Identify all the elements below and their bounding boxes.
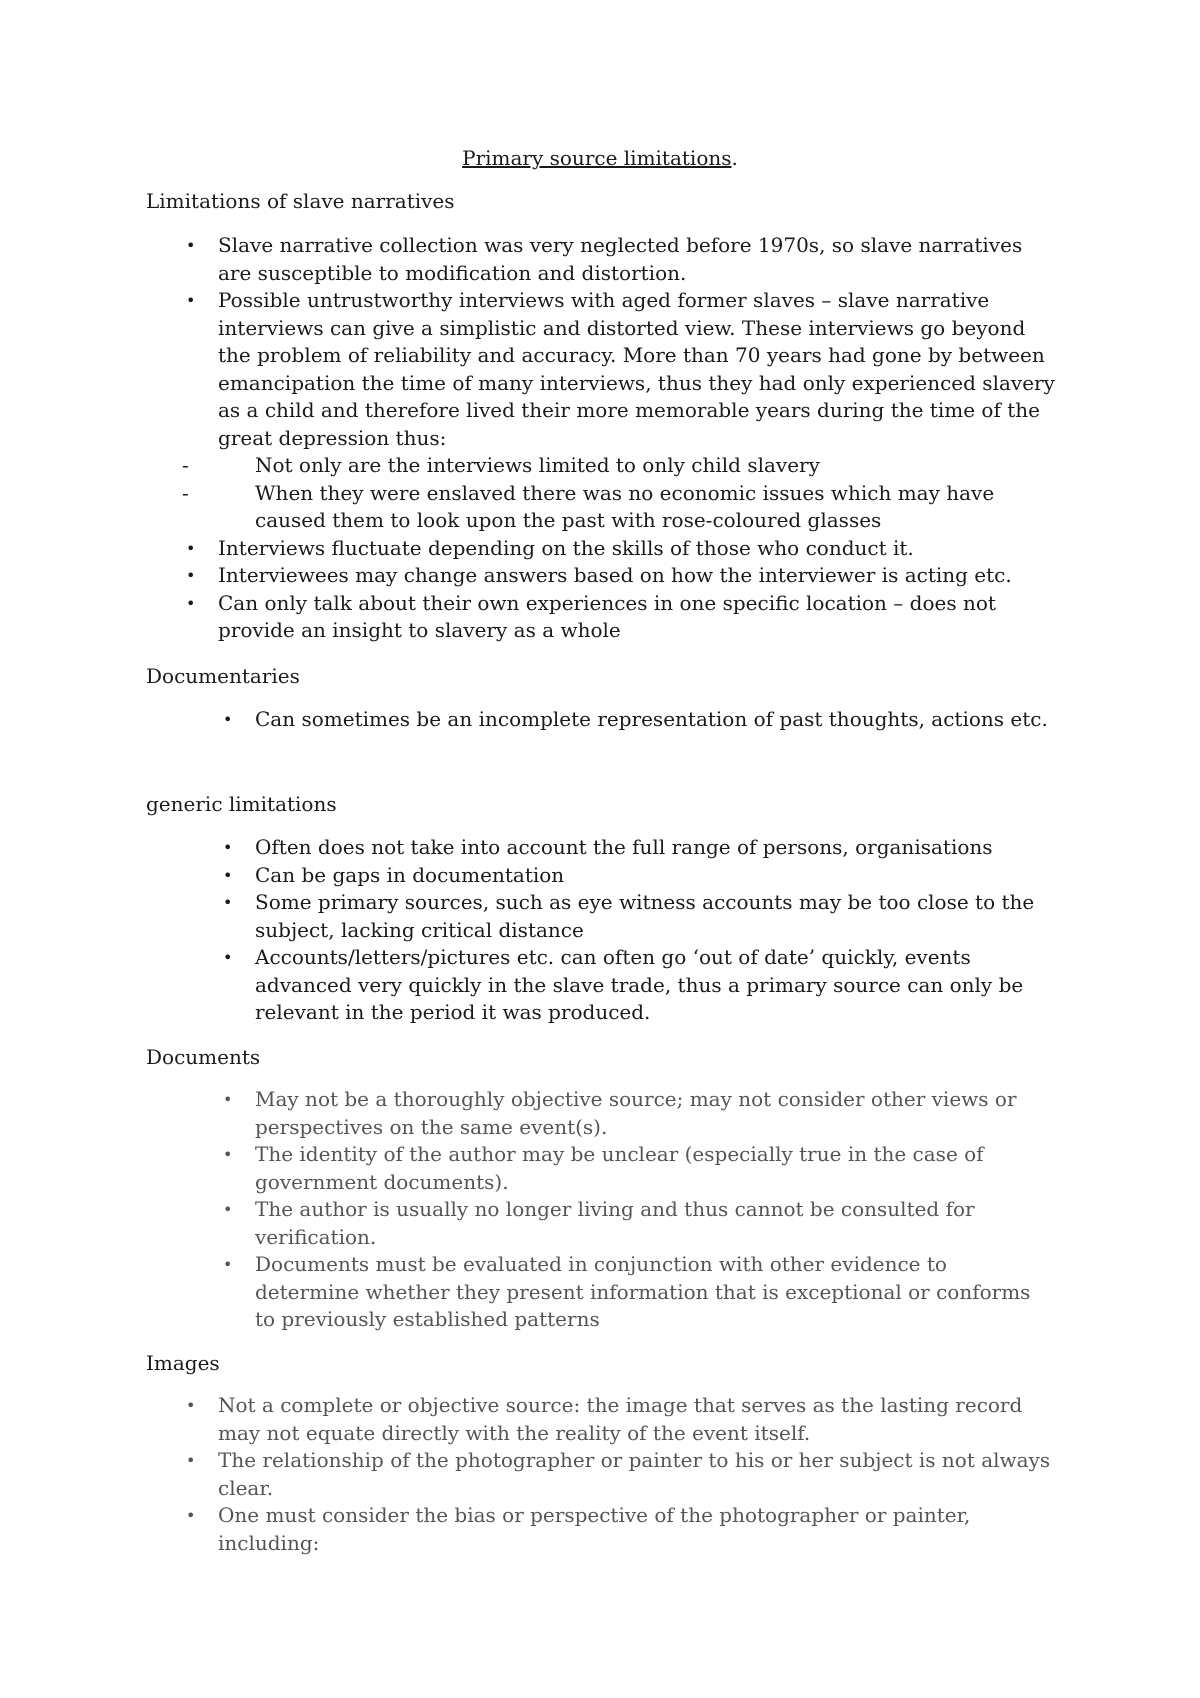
list-item: • Some primary sources, such as eye witness accounts may be too close to the subject, lacking critical distance bbox=[223, 890, 1035, 942]
bullet-icon: • bbox=[186, 291, 196, 310]
list-images bbox=[186, 1392, 1058, 1557]
list-item: • Possible untrustworthy interviews with aged former slaves – slave narrative interviews can give a simplistic and distorted view. These interviews go beyond the problem of reliability and accuracy. More than 70 years had gone by between emancipation the time of many interviews, thus they had only experienced slavery as a child and therefore lived their more memorable years during the time of the great depression thus: - Not only are the interviews limited to only child slavery - When they were enslaved there was no economic issues which may have caused them to look upon the past with rose-coloured glasses bbox=[218, 287, 1058, 535]
document-title: Primary source limitations. bbox=[462, 146, 738, 170]
bullet-icon: • bbox=[223, 865, 233, 885]
list-item: • Documents must be evaluated in conjunction with other evidence to determine whether they present information that is exceptional or conforms to previously established patterns bbox=[223, 1252, 1031, 1331]
heading-slave-narratives: Limitations of slave narratives bbox=[146, 189, 455, 213]
list-item: • Interviews fluctuate depending on the skills of those who conduct it. bbox=[218, 535, 1058, 563]
list-item: • Accounts/letters/pictures etc. can often go ‘out of date’ quickly, events advanced very quickly in the slave trade, thus a primary source can only be relevant in the period it was produced. bbox=[223, 945, 1024, 1024]
list-documents bbox=[223, 1086, 1055, 1334]
list-item: • The identity of the author may be unclear (especially true in the case of government documents). bbox=[223, 1142, 984, 1194]
bullet-icon: • bbox=[186, 593, 196, 613]
heading-generic-limitations: generic limitations bbox=[146, 792, 337, 816]
list-item: • Often does not take into account the full range of persons, organisations bbox=[255, 834, 1055, 862]
bullet-icon: • bbox=[186, 236, 196, 255]
sub-list-item: - When they were enslaved there was no economic issues which may have caused them to look upon the past with rose-coloured glasses bbox=[182, 480, 995, 532]
heading-documentaries: Documentaries bbox=[146, 664, 300, 688]
dash-icon: - bbox=[182, 480, 189, 505]
bullet-icon: • bbox=[223, 1145, 233, 1164]
bullet-icon: • bbox=[223, 1200, 233, 1219]
bullet-icon: • bbox=[223, 710, 233, 729]
bullet-icon: • bbox=[223, 1090, 233, 1109]
list-item: • One must consider the bias or perspective of the photographer or painter, including: bbox=[186, 1503, 971, 1555]
bullet-icon: • bbox=[223, 838, 233, 857]
bullet-icon: • bbox=[186, 566, 196, 585]
list-item: • May not be a thoroughly objective source; may not consider other views or perspectives on the same event(s). bbox=[223, 1087, 1017, 1139]
heading-images: Images bbox=[146, 1351, 220, 1375]
bullet-icon: • bbox=[223, 948, 233, 967]
dash-icon: - bbox=[182, 453, 189, 477]
list-item: • Can be gaps in documentation bbox=[255, 862, 1055, 890]
bullet-icon: • bbox=[186, 1506, 196, 1525]
list-item: • Not a complete or objective source: the image that serves as the lasting record may not equate directly with the reality of the event itself. bbox=[186, 1393, 1023, 1445]
list-item: • Slave narrative collection was very neglected before 1970s, so slave narratives are susceptible to modification and distortion. bbox=[186, 233, 1023, 285]
list-item: • Interviewees may change answers based on how the interviewer is acting etc. bbox=[218, 562, 1058, 590]
list-slave-narratives bbox=[182, 232, 1058, 645]
sub-list-item: - Not only are the interviews limited to only child slavery bbox=[218, 452, 1058, 480]
sub-list bbox=[182, 452, 1058, 535]
list-item: • Can sometimes be an incomplete representation of past thoughts, actions etc. bbox=[255, 706, 1055, 734]
bullet-icon: • bbox=[186, 1396, 196, 1415]
bullet-icon: • bbox=[186, 538, 196, 558]
list-item: • Can only talk about their own experiences in one specific location – does not provide an insight to slavery as a whole bbox=[186, 590, 996, 642]
list-item: • The relationship of the photographer or painter to his or her subject is not always clear. bbox=[186, 1448, 1051, 1500]
bullet-icon: • bbox=[186, 1451, 196, 1470]
list-documentaries bbox=[223, 706, 1055, 734]
list-item: • The author is usually no longer living and thus cannot be consulted for verification. bbox=[223, 1197, 975, 1249]
heading-documents: Documents bbox=[146, 1045, 261, 1069]
bullet-icon: • bbox=[223, 893, 233, 912]
list-generic-limitations bbox=[223, 834, 1055, 1027]
bullet-icon: • bbox=[223, 1255, 233, 1274]
